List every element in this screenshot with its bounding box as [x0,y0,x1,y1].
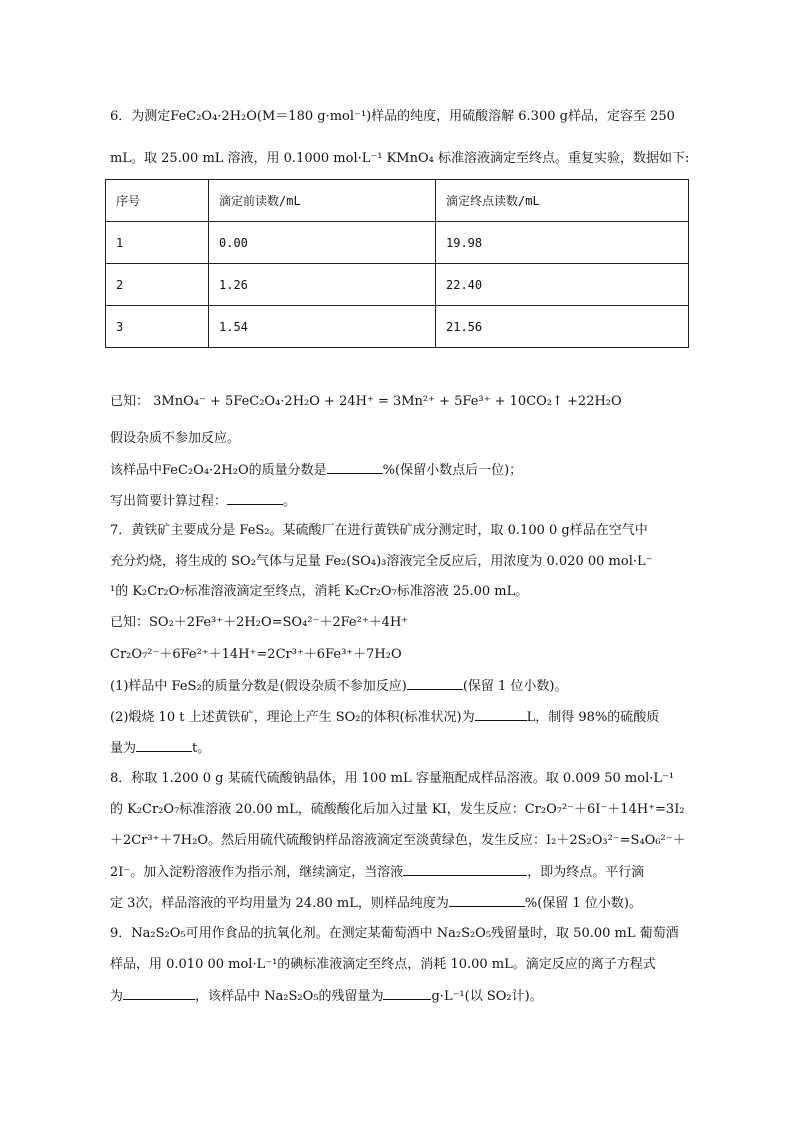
table-cell: 21.56 [436,306,689,348]
q9-line-3 [110,987,543,1006]
q6-assumption: 假设杂质不参加反应。 [110,431,241,446]
known-label: 已知： [110,394,150,409]
q8-line-2: 的 K₂Cr₂O₇标准溶液 20.00 mL，硫酸酸化后加入过量 KI，发生反应：Cr₂O₇²⁻＋6I⁻＋14H⁺=3I₂ [110,802,685,817]
table-cell: 1.26 [209,264,436,306]
q7-line-2: 充分灼烧，将生成的 SO₂气体与足量 Fe₂(SO₄)₃溶液完全反应后，用浓度为 0.020 00 mol·L⁻ [110,554,653,569]
q7-p1-suffix: (保留 1 位小数)。 [462,679,568,694]
q8-line-3: ＋2Cr³⁺＋7H₂O。然后用硫代硫酸钠样品溶液滴定至淡黄绿色，发生反应：I₂＋2S₂O₃²⁻=S₄O₆²⁻＋ [110,833,686,848]
table-header-cell: 滴定前读数/mL [209,180,436,222]
table-cell: 3 [106,306,209,348]
answer-blank[interactable] [327,461,383,474]
table-row [106,222,689,264]
table-cell: 0.00 [209,222,436,264]
table-cell: 1.54 [209,306,436,348]
table-row [106,264,689,306]
q7-p2b-suffix: t。 [192,741,211,756]
q9-line-1: 9．Na₂S₂O₅可用作食品的抗氧化剂。在测定某葡萄酒中 Na₂S₂O₅残留量时，取 50.00 mL 葡萄酒 [110,926,679,941]
q6-line-1: 6．为测定FeC₂O₄·2H₂O(M＝180 g·mol⁻¹)样品的纯度，用硫酸溶解 6.300 g样品，定容至 250 [110,109,675,124]
q7-p2-suffix: L，制得 98%的硫酸质 [526,710,660,725]
q7-part-1 [110,677,568,696]
q8-l4-suffix: ，即为终点。平行滴 [527,865,645,880]
q8-line-4 [110,863,644,882]
answer-blank[interactable] [403,863,527,876]
titration-table [105,179,689,348]
q6-known-equation [110,393,622,411]
q7-part-2-cont [110,739,210,758]
answer-blank[interactable] [449,894,525,907]
q9-l3-prefix: 为 [110,989,124,1004]
table-header-cell: 滴定终点读数/mL [436,180,689,222]
table-cell: 19.98 [436,222,689,264]
q9-l3-suffix: g·L⁻¹(以 SO₂计)。 [431,989,543,1004]
answer-blank[interactable] [136,739,192,752]
q9-l3-middle: ，该样品中 Na₂S₂O₅的残留量为 [195,989,384,1004]
q8-line-1: 8．称取 1.200 0 g 某硫代硫酸钠晶体，用 100 mL 容量瓶配成样品溶液。取 0.009 50 mol·L⁻¹ [110,771,675,786]
q6-question-2 [110,492,296,511]
q7-equation-2: Cr₂O₇²⁻＋6Fe²⁺＋14H⁺=2Cr³⁺＋6Fe³⁺＋7H₂O [110,647,402,662]
answer-blank[interactable] [383,987,431,1000]
q6-q1-suffix: %(保留小数点后一位)； [382,463,523,478]
q7-line-1: 7．黄铁矿主要成分是 FeS₂。某硫酸厂在进行黄铁矿成分测定时，取 0.100 0 g样品在空气中 [110,523,648,538]
q7-equation-1: 已知：SO₂＋2Fe³⁺＋2H₂O=SO₄²⁻＋2Fe²⁺＋4H⁺ [110,615,409,630]
answer-blank[interactable] [227,492,283,505]
q9-line-2: 样品，用 0.010 00 mol·L⁻¹的碘标准液滴定至终点，消耗 10.00 mL。滴定反应的离子方程式 [110,957,656,972]
q8-l5-suffix: %(保留 1 位小数)。 [524,896,642,911]
redox-equation: 3MnO₄⁻ + 5FeC₂O₄·2H₂O + 24H⁺ = 3Mn²⁺ + 5Fe³⁺ + 10CO₂↑ +22H₂O [153,394,622,409]
q8-line-5 [110,894,642,913]
q6-q2-suffix: 。 [283,494,297,509]
q6-question-1 [110,461,522,480]
q6-q2-prefix: 写出简要计算过程： [110,494,228,509]
table-header-cell: 序号 [106,180,209,222]
answer-blank[interactable] [475,708,527,721]
q7-p1-prefix: (1)样品中 FeS₂的质量分数是(假设杂质不参加反应) [110,679,407,694]
table-row [106,306,689,348]
q8-l5-prefix: 定 3次，样品溶液的平均用量为 24.80 mL，则样品纯度为 [110,896,449,911]
table-cell: 22.40 [436,264,689,306]
table-cell: 2 [106,264,209,306]
q7-line-3: ¹的 K₂Cr₂O₇标准溶液滴定至终点，消耗 K₂Cr₂O₇标准溶液 25.00 mL。 [110,584,529,599]
q7-p2-prefix: (2)煅烧 10 t 上述黄铁矿，理论上产生 SO₂的体积(标准状况)为 [110,710,475,725]
answer-blank[interactable] [407,677,463,690]
q8-l4-prefix: 2I⁻。加入淀粉溶液作为指示剂，继续滴定，当溶液 [110,865,404,880]
q7-part-2 [110,708,659,727]
answer-blank[interactable] [123,987,195,1000]
q6-q1-prefix: 该样品中FeC₂O₄·2H₂O的质量分数是 [110,463,327,478]
q7-p2b-prefix: 量为 [110,741,137,756]
table-header-row [106,180,689,222]
table-cell: 1 [106,222,209,264]
q6-line-2: mL。取 25.00 mL 溶液，用 0.1000 mol·L⁻¹ KMnO₄ 标准溶液滴定至终点。重复实验，数据如下: [110,151,690,166]
